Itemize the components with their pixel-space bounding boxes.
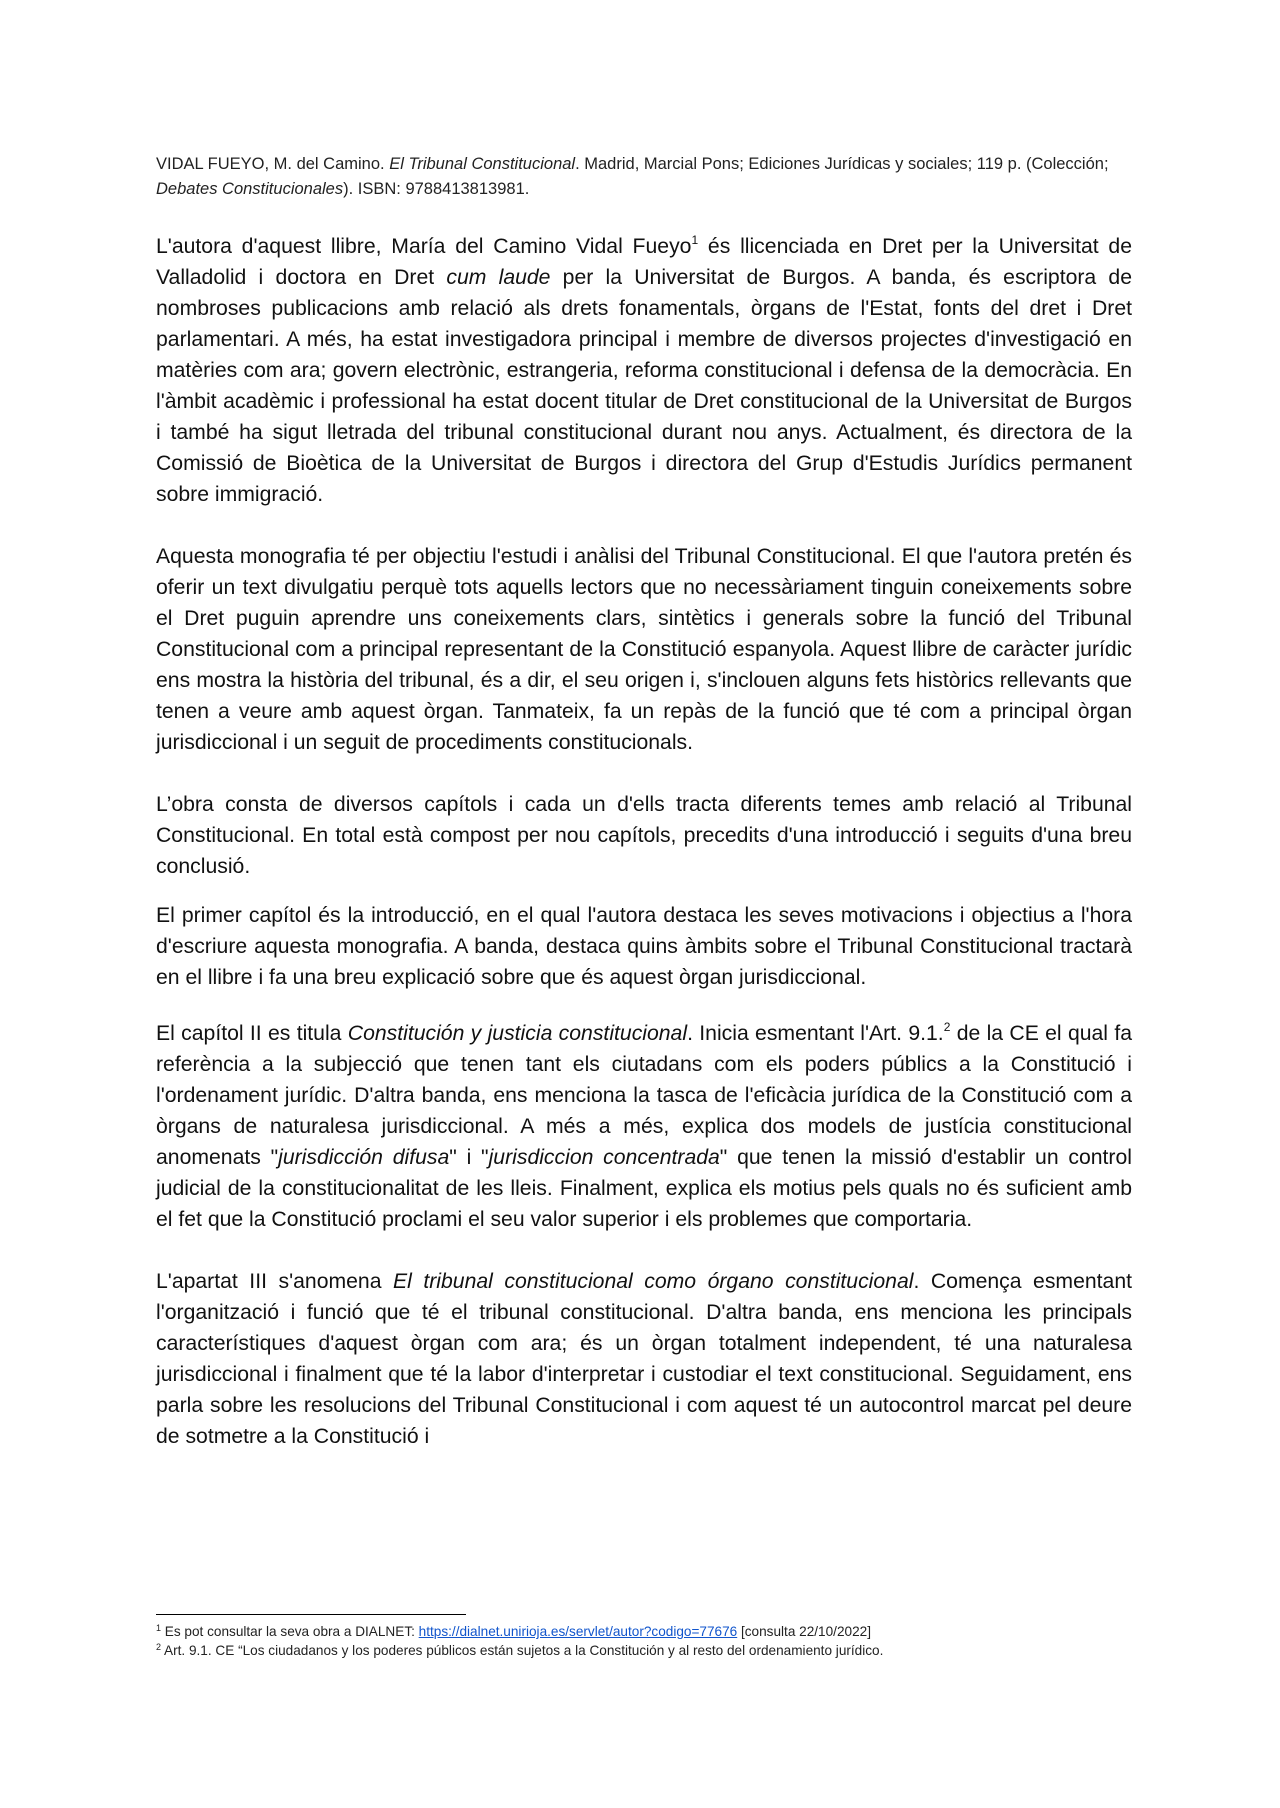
text-run: L'apartat III s'anomena [156,1270,393,1293]
text-run: " i " [449,1146,489,1169]
text-run: és llicenciada en Dret per la Universitat de Valladolid i doctora en Dret [156,235,1132,289]
reference-publisher: . Madrid, Marcial Pons; Ediciones Jurídicas y sociales; 119 p. [575,155,1022,173]
dialnet-link[interactable]: https://dialnet.unirioja.es/servlet/autor?codigo=77676 [418,1624,738,1639]
footnote-number: 1 [156,1623,162,1633]
text-run: " que tenen la missió d'establir un control judicial de la constitucionalitat de les lleis. Finalment, explica els motius pels quals no és suficient amb el fet que la Constitució proclami el seu valor superior i els problemes que comportaria. [156,1146,1132,1231]
footnote-1 [156,1622,1136,1641]
footnotes [156,1622,1136,1660]
italic-run: jurisdicción difusa [278,1146,450,1169]
footnote-separator [156,1614,466,1615]
footnote-number: 2 [156,1642,162,1652]
paragraph-chapter-3 [156,1266,1132,1452]
footnote-ref-1: 1 [691,233,699,247]
text-run: . Comença esmentant l'organització i funció que té el tribunal constitucional. D'altra banda, ens menciona les principals característiques d'aquest òrgan com ara; és un òrgan totalment independent, té una naturalesa jurisdiccional i finalment que té la labor d'interpretar i custodiar el text constitucional. Seguidament, ens parla sobre les resolucions del Tribunal Constitucional i com aquest té un autocontrol marcat pel deure de sotmetre a la Constitució i [156,1270,1132,1448]
footnote-text: Art. 9.1. CE “Los ciudadanos y los poderes públicos están sujetos a la Constitución y al resto del ordenamiento jurídico. [161,1643,884,1658]
reference-author: VIDAL FUEYO, M. del Camino. [156,155,385,173]
footnote-ref-2: 2 [943,1020,951,1034]
text-run: per la Universitat de Burgos. A banda, és escriptora de nombroses publicacions amb relació als drets fonamentals, òrgans de l'Estat, fonts del dret i Dret parlamentari. A més, ha estat investigadora principal i membre de diversos projectes d'investigació en matèries com ara; govern electrònic, estrangeria, reforma constitucional i defensa de la democràcia. En l'àmbit acadèmic i professional ha estat docent titular de Dret constitucional de la Universitat de Burgos i també ha sigut lletrada del tribunal constitucional durant nou anys. Actualment, és directora de la Comissió de Bioètica de la Universitat de Burgos i directora del Grup d'Estudis Jurídics permanent sobre immigració. [156,266,1132,506]
paragraph-chapter-2 [156,1018,1132,1235]
reference-title: El Tribunal Constitucional [389,155,576,173]
paragraph-author-bio [156,231,1132,510]
footnote-text: [consulta 22/10/2022] [737,1624,871,1639]
text-run: . Inicia esmentant l'Art. 9.1. [687,1022,944,1045]
italic-run: Constitución y justicia constitucional [347,1022,688,1045]
text-run: L'autora d'aquest llibre, María del Camino Vidal Fueyo [156,235,692,258]
footnote-text: Es pot consultar la seva obra a DIALNET: [161,1624,419,1639]
book-reference [156,152,1126,202]
text-run: El capítol II es titula [156,1022,348,1045]
paragraph-objective: Aquesta monografia té per objectiu l'estudi i anàlisi del Tribunal Constitucional. El que l'autora pretén és oferir un text divulgatiu perquè tots aquells lectors que no necessàriament tinguin coneixements sobre el Dret puguin aprendre uns coneixements clars, sintètics i generals sobre la funció del Tribunal Constitucional com a principal representant de la Constitució espanyola. Aquest llibre de caràcter jurídic ens mostra la història del tribunal, és a dir, el seu origen i, s'inclouen alguns fets històrics rellevants que tenen a veure amb aquest òrgan. Tanmateix, fa un repàs de la funció que té com a principal òrgan jurisdiccional i un seguit de procediments constitucionals. [156,545,1132,754]
reference-series-open: (Colección; [1026,155,1109,173]
paragraph-structure: L’obra consta de diversos capítols i cada un d'ells tracta diferents temes amb relació al Tribunal Constitucional. En total està compost per nou capítols, precedits d'una introducció i seguits d'una breu conclusió. [156,793,1132,878]
italic-run: jurisdiccion concentrada [488,1146,720,1169]
text-run: de la CE el qual fa referència a la subjecció que tenen tant els ciutadans com els poders públics a la Constitució i l'ordenament jurídic. D'altra banda, ens menciona la tasca de l'eficàcia jurídica de la Constitució com a òrgans de naturalesa jurisdiccional. A més a més, explica dos models de justícia constitucional anomenats " [156,1022,1132,1169]
paragraph-chapter-1: El primer capítol és la introducció, en el qual l'autora destaca les seves motivacions i objectius a l'hora d'escriure aquesta monografia. A banda, destaca quins àmbits sobre el Tribunal Constitucional tractarà en el llibre i fa una breu explicació sobre que és aquest òrgan jurisdiccional. [156,904,1132,989]
reference-series: Debates Constitucionales [156,180,344,198]
reference-isbn: ). ISBN: 9788413813981. [343,180,530,198]
footnote-2 [156,1641,1136,1660]
review-body [156,231,1132,1452]
italic-run: cum laude [446,266,551,289]
italic-run: El tribunal constitucional como órgano constitucional [393,1270,914,1293]
